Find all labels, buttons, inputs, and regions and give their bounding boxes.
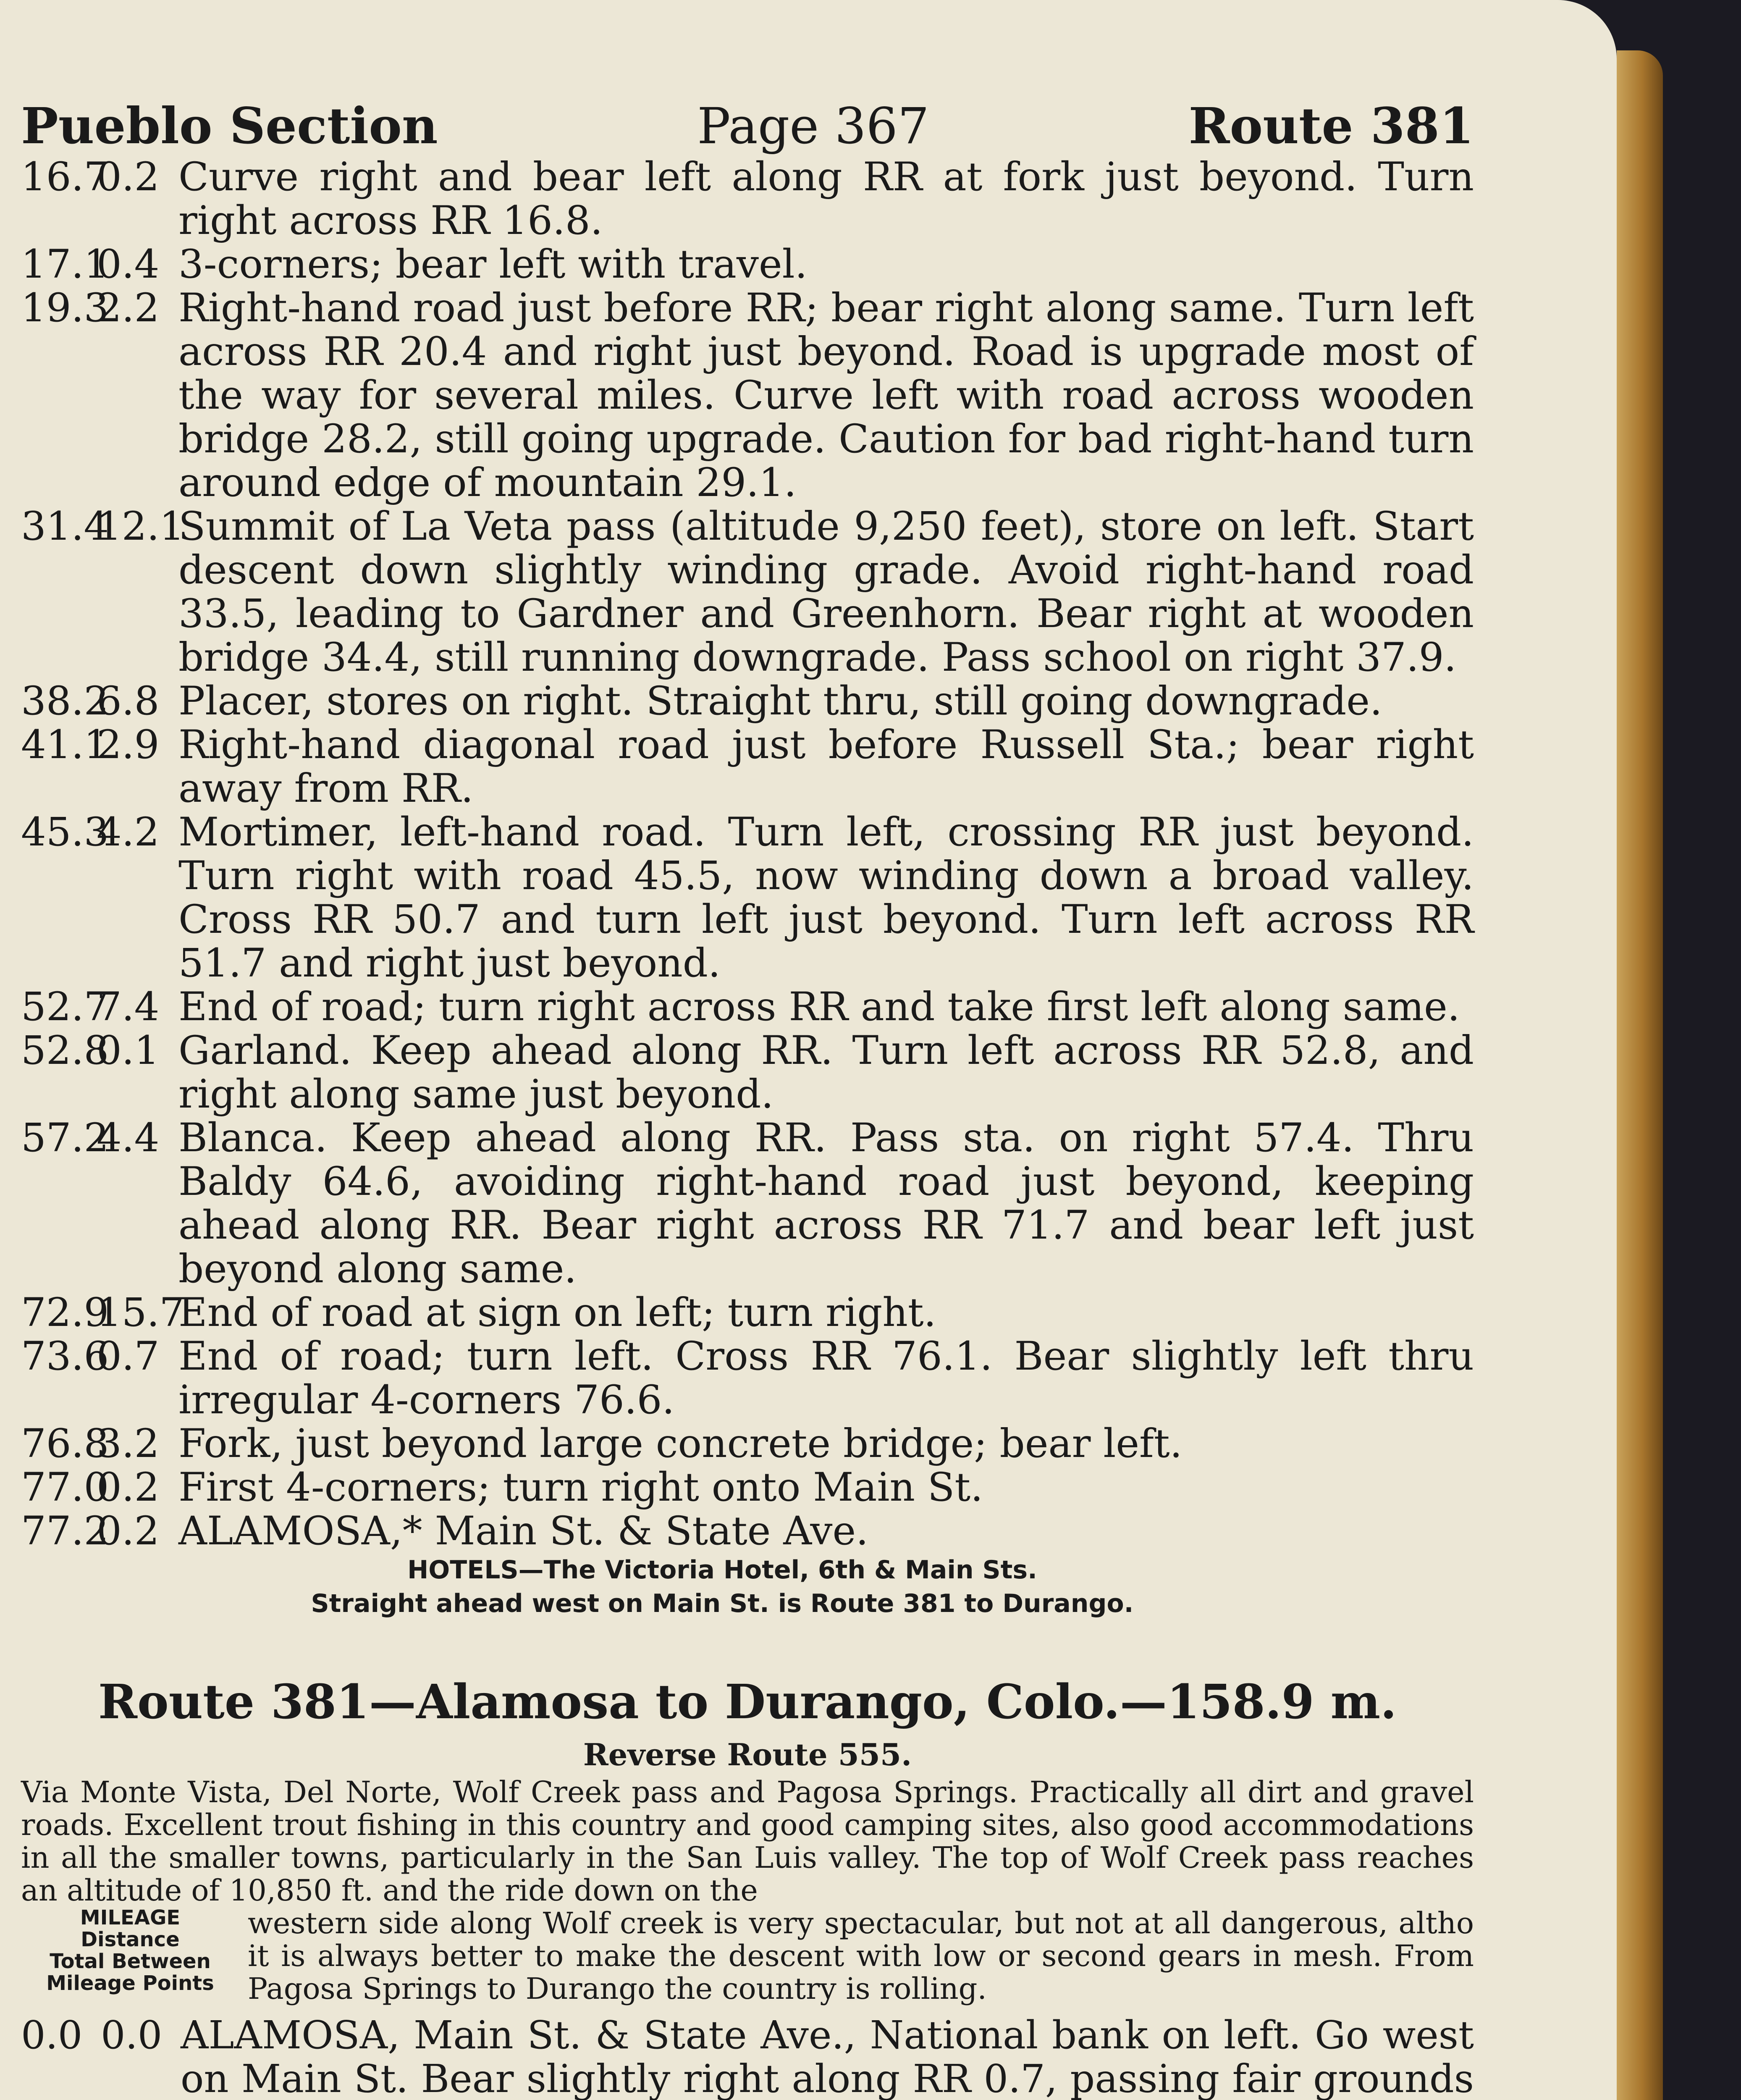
entry-between-mileage: 0.0	[101, 2013, 163, 2058]
hotels-note	[155, 1553, 1289, 1620]
entry-between-mileage: 0.2	[97, 1508, 160, 1554]
mileage-key	[21, 1907, 239, 2005]
route-entry	[21, 505, 1474, 680]
route-entry	[21, 243, 1474, 286]
route-entry	[21, 286, 1474, 505]
route-entry	[21, 1116, 1474, 1291]
entry-between-mileage: 12.1	[97, 504, 185, 549]
entry-total-mileage: 45.3	[21, 809, 109, 855]
route-intro: Via Monte Vista, Del Norte, Wolf Creek pass and Pagosa Springs. Practically all dirt and gravel roads. Excellent trout fishing in this country and good camping sites, also good accommodations in all the smaller towns, particularly in the San Luis valley. The top of Wolf Creek pass reaches an altitude of 10,850 ft. and the ride down on the	[21, 1775, 1474, 1908]
entry-total-mileage: 72.9	[21, 1290, 109, 1336]
entry-total-mileage: 41.1	[21, 722, 109, 768]
entry-text: ALAMOSA, Main St. & State Ave., National bank on left. Go west on Main St. Bear slightly right along RR 0.7, passing fair grounds	[181, 2013, 1474, 2100]
entry-total-mileage: 19.3	[21, 285, 109, 331]
route-entry	[21, 1335, 1474, 1422]
route-entry	[21, 1291, 1474, 1335]
entry-total-mileage: 77.0	[21, 1465, 109, 1510]
entry-between-mileage: 4.2	[97, 809, 160, 855]
entry-text: Summit of La Veta pass (altitude 9,250 feet), store on left. Start descent down slightly winding grade. Avoid right-hand road 33.5, leading to Gardner and Greenhorn. Bear right at wooden bridge 34.4, still running downgrade. Pass school on right 37.9.	[178, 504, 1474, 680]
entry-between-mileage: 15.7	[97, 1290, 185, 1336]
entry-text: Blanca. Keep ahead along RR. Pass sta. on right 57.4. Thru Baldy 64.6, avoiding right-hand road just beyond, keeping ahead along RR. Bear right across RR 71.7 and bear left just beyond along same.	[178, 1115, 1474, 1292]
entry-between-mileage: 4.4	[97, 1115, 160, 1161]
entry-between-mileage: 0.7	[97, 1334, 160, 1379]
route-entry	[21, 1422, 1474, 1466]
route-entry	[21, 723, 1474, 811]
route-title: Route 381—Alamosa to Durango, Colo.—158.9 m.	[98, 1675, 1397, 1730]
entry-between-mileage: 0.2	[97, 1465, 160, 1510]
page-edge	[1617, 50, 1663, 2100]
intro-text-cont: western side along Wolf creek is very spectacular, but not at all dangerous, altho it is always better to make the descent with low or second gears in mesh. From Pagosa Springs to Durango the country is rolling.	[248, 1906, 1474, 2006]
entry-text: ALAMOSA,* Main St. & State Ave.	[178, 1508, 868, 1554]
entry-between-mileage: 3.2	[97, 1421, 160, 1467]
entry-total-mileage: 17.1	[21, 242, 109, 287]
route-entry	[21, 1509, 1474, 1553]
mileage-key-points: Mileage Points	[46, 1971, 214, 1995]
entry-text: End of road; turn right across RR and take first left along same.	[178, 984, 1460, 1030]
entry-total-mileage: 77.2	[21, 1508, 109, 1554]
entry-text: Right-hand road just before RR; bear right along same. Turn left across RR 20.4 and right just beyond. Road is upgrade most of the way for several miles. Curve left with road across wooden bridge 28.2, still going upgrade. Caution for bad right-hand turn around edge of mountain 29.1.	[178, 285, 1474, 506]
hotels-direction: Straight ahead west on Main St. is Route 381 to Durango.	[311, 1589, 1134, 1618]
entry-total-mileage: 73.6	[21, 1334, 109, 1379]
route-entry	[21, 985, 1474, 1029]
page-number: Page 367	[697, 97, 929, 155]
reverse-route: Reverse Route 555.	[583, 1737, 912, 1772]
mileage-key-columns: Total Between	[50, 1950, 211, 1973]
page-header	[21, 97, 1474, 155]
entry-total-mileage: 76.8	[21, 1421, 109, 1467]
entry-between-mileage: 2.2	[97, 285, 160, 331]
entry-between-mileage: 6.8	[97, 678, 160, 724]
route-entry	[21, 1466, 1474, 1509]
entry-text: Garland. Keep ahead along RR. Turn left across RR 52.8, and right along same just beyond.	[178, 1028, 1474, 1117]
entry-total-mileage: 16.7	[21, 154, 109, 200]
entry-text: Fork, just beyond large concrete bridge; bear left.	[178, 1421, 1183, 1467]
route-number: Route 381	[1188, 97, 1474, 155]
entry-text: 3-corners; bear left with travel.	[178, 242, 808, 287]
entry-text: Curve right and bear left along RR at fork just beyond. Turn right across RR 16.8.	[178, 154, 1474, 244]
entry-between-mileage: 7.4	[97, 984, 160, 1030]
entry-total-mileage: 57.2	[21, 1115, 109, 1161]
hotels-line: HOTELS—The Victoria Hotel, 6th & Main Sts.	[407, 1555, 1037, 1585]
entry-total-mileage: 52.8	[21, 1028, 109, 1074]
entry-total-mileage: 38.2	[21, 678, 109, 724]
mileage-key-distance: Distance	[81, 1928, 180, 1951]
entry-text: End of road at sign on left; turn right.	[178, 1290, 936, 1336]
entry-between-mileage: 0.1	[97, 1028, 160, 1074]
route-entries	[21, 155, 1474, 1553]
route-entry	[21, 1029, 1474, 1116]
entry-between-mileage: 2.9	[97, 722, 160, 768]
page-content	[21, 97, 1474, 2100]
entry-text: End of road; turn left. Cross RR 76.1. Bear slightly left thru irregular 4-corners 76.6.	[178, 1334, 1474, 1423]
entry-text: Placer, stores on right. Straight thru, still going downgrade.	[178, 678, 1382, 724]
first-route-entry	[21, 2013, 1474, 2100]
entry-text: Mortimer, left-hand road. Turn left, crossing RR just beyond. Turn right with road 45.5, now winding down a broad valley. Cross RR 50.7 and turn left just beyond. Turn left across RR 51.7 and right just beyond.	[178, 809, 1474, 986]
intro-continuation	[21, 1907, 1474, 2005]
entry-total-mileage: 52.7	[21, 984, 109, 1030]
route-entry	[21, 811, 1474, 985]
entry-between-mileage: 0.4	[97, 242, 160, 287]
mileage-key-title: MILEAGE	[80, 1906, 181, 1929]
entry-total-mileage: 31.4	[21, 504, 109, 549]
route-entry	[21, 680, 1474, 723]
entry-text: Right-hand diagonal road just before Russell Sta.; bear right away from RR.	[178, 722, 1474, 811]
entry-total-mileage: 0.0	[21, 2013, 83, 2058]
entry-text: First 4-corners; turn right onto Main St.	[178, 1465, 983, 1510]
route-entry	[21, 155, 1474, 243]
section-title: Pueblo Section	[21, 97, 438, 155]
entry-between-mileage: 0.2	[97, 154, 160, 200]
